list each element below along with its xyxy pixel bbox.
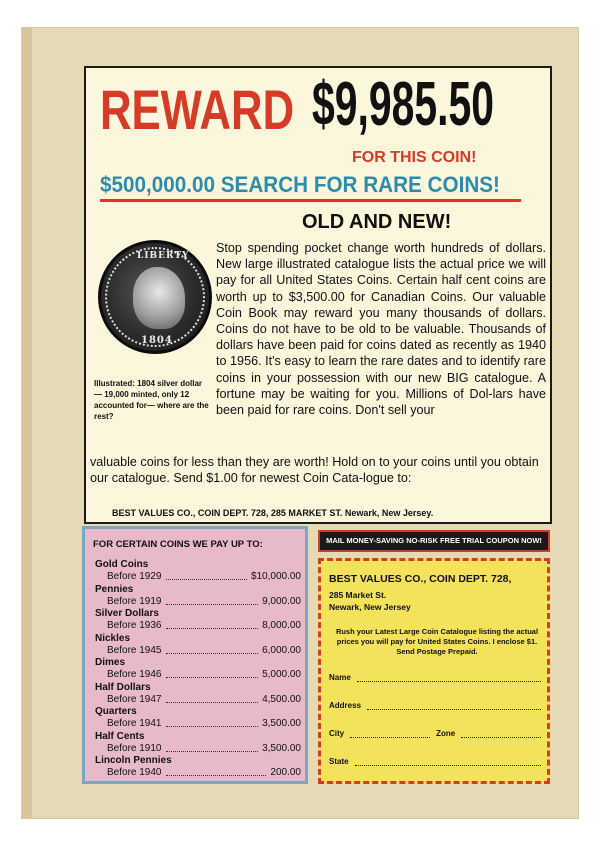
pay-row-detail bbox=[95, 596, 301, 608]
pay-date-range: Before 1910 bbox=[107, 742, 162, 754]
pay-row-detail bbox=[95, 645, 301, 657]
liberty-bust-icon bbox=[133, 267, 185, 329]
order-coupon[interactable] bbox=[318, 558, 550, 784]
pay-table bbox=[82, 526, 308, 784]
pay-amount: 5,000.00 bbox=[262, 669, 301, 680]
pay-row-detail bbox=[95, 767, 301, 779]
pay-coin-type: Half Cents bbox=[95, 730, 145, 742]
pay-table-title: FOR CERTAIN COINS WE PAY UP TO: bbox=[93, 539, 263, 550]
address-field[interactable] bbox=[329, 701, 541, 710]
reward-price: $9,985.50 bbox=[312, 70, 495, 139]
pay-date-range: Before 1947 bbox=[107, 693, 162, 705]
address-label: Address bbox=[329, 701, 362, 710]
coupon-address bbox=[329, 589, 411, 613]
silver-dollar-coin-image bbox=[98, 240, 212, 354]
coin-caption: Illustrated: 1804 silver dollar — 19,000 minted, only 12 accounted for— where are the rest? bbox=[94, 379, 209, 421]
coin-year-text: 1804 bbox=[141, 335, 173, 346]
pay-row-detail bbox=[95, 743, 301, 755]
pay-amount: 8,000.00 bbox=[262, 620, 301, 631]
pay-date-range: Before 1936 bbox=[107, 620, 162, 631]
old-and-new-heading: OLD AND NEW! bbox=[302, 211, 452, 233]
pay-row-detail bbox=[95, 571, 301, 583]
coupon-banner: MAIL MONEY-SAVING NO-RISK FREE TRIAL COUPON NOW! bbox=[318, 530, 550, 552]
state-label: State bbox=[329, 757, 349, 766]
leader-dots bbox=[166, 718, 259, 727]
pay-table-row bbox=[95, 584, 301, 609]
search-headline: $500,000.00 SEARCH FOR RARE COINS! bbox=[100, 172, 521, 202]
city-line[interactable] bbox=[350, 730, 430, 738]
pay-date-range: Before 1945 bbox=[107, 644, 162, 656]
coupon-city-state: Newark, New Jersey bbox=[329, 602, 411, 612]
pay-date-range: Before 1919 bbox=[107, 595, 162, 607]
address-line[interactable] bbox=[367, 702, 541, 710]
coin-advertisement bbox=[84, 66, 552, 524]
pay-coin-type: Half Dollars bbox=[95, 681, 151, 693]
name-field[interactable] bbox=[329, 673, 541, 682]
leader-dots bbox=[166, 669, 259, 678]
for-this-coin-text: FOR THIS COIN! bbox=[352, 149, 477, 166]
pay-table-row bbox=[95, 682, 301, 707]
ad-body-text-continued: valuable coins for less than they are worth! Hold on to your coins until you obtain our catalogue. Send $1.00 for newest Coin Cata-logue to: bbox=[90, 455, 539, 486]
leader-dots bbox=[166, 743, 259, 752]
pay-table-row bbox=[95, 559, 301, 584]
pay-coin-type: Pennies bbox=[95, 583, 134, 595]
pay-date-range: Before 1941 bbox=[107, 718, 162, 729]
name-line[interactable] bbox=[357, 674, 541, 682]
pay-coin-type: Dimes bbox=[95, 657, 126, 668]
leader-dots bbox=[166, 596, 259, 605]
city-label: City bbox=[329, 729, 345, 738]
pay-amount: 4,500.00 bbox=[262, 693, 301, 705]
pay-table-row bbox=[95, 731, 301, 756]
coupon-text: Rush your Latest Large Coin Catalogue listing the actual prices you will pay for United States Coins. I enclose $1. Send Postage Prepaid. bbox=[335, 627, 539, 656]
pay-amount: 200.00 bbox=[270, 767, 301, 778]
pay-amount: $10,000.00 bbox=[250, 571, 301, 582]
pay-table-row bbox=[95, 633, 301, 658]
zone-label: Zone bbox=[436, 729, 456, 738]
leader-dots bbox=[166, 571, 247, 580]
leader-dots bbox=[166, 620, 259, 629]
pay-list bbox=[95, 559, 301, 780]
cover-spine bbox=[22, 28, 32, 818]
pay-date-range: Before 1940 bbox=[107, 767, 162, 778]
leader-dots bbox=[166, 645, 259, 654]
pay-amount: 3,500.00 bbox=[262, 718, 301, 729]
pay-row-detail bbox=[95, 669, 301, 681]
pay-date-range: Before 1946 bbox=[107, 669, 162, 680]
city-zone-field[interactable] bbox=[329, 729, 541, 738]
pay-table-row bbox=[95, 706, 301, 731]
pay-table-row bbox=[95, 657, 301, 682]
coupon-company: BEST VALUES CO., COIN DEPT. 728, bbox=[329, 573, 512, 585]
state-line[interactable] bbox=[355, 758, 541, 766]
reward-heading: REWARD bbox=[100, 78, 295, 141]
pay-coin-type: Quarters bbox=[95, 706, 137, 717]
pay-coin-type: Gold Coins bbox=[95, 559, 149, 570]
leader-dots bbox=[166, 767, 267, 776]
pay-row-detail bbox=[95, 694, 301, 706]
pay-amount: 3,500.00 bbox=[262, 742, 301, 754]
coin-liberty-text: LIBERTY bbox=[137, 251, 190, 261]
state-field[interactable] bbox=[329, 757, 541, 766]
name-label: Name bbox=[329, 673, 351, 682]
coupon-street: 285 Market St. bbox=[329, 590, 387, 600]
pay-date-range: Before 1929 bbox=[107, 571, 162, 582]
ad-address-footer: BEST VALUES CO., COIN DEPT. 728, 285 MARKET ST. Newark, New Jersey. bbox=[112, 508, 434, 518]
pay-amount: 6,000.00 bbox=[262, 644, 301, 656]
pay-amount: 9,000.00 bbox=[262, 595, 301, 607]
pay-table-row bbox=[95, 608, 301, 633]
pay-coin-type: Nickles bbox=[95, 632, 131, 644]
zone-line[interactable] bbox=[461, 730, 541, 738]
pay-row-detail bbox=[95, 620, 301, 632]
pay-coin-type: Silver Dollars bbox=[95, 608, 159, 619]
ad-body-text: Stop spending pocket change worth hundreds of dollars. New large illustrated catalogue lists the actual price we will pay for all United States Coins. Certain half cent coins are worth up to $3,500.00 for Canadian Coins. Our valuable Coin Book may reward you many thousands of dollars. Coins do not have to be old to be valuable. Thousands of dollars have been paid for coins dated as recently as 1940 to 1956. It's easy to learn the rare dates and to identify rare coins in your possession with our new BIG catalogue. A fortune may be waiting for you. Millions of Dol-lars have been paid for rare coins. Don't sell your bbox=[216, 241, 546, 418]
pay-row-detail bbox=[95, 718, 301, 730]
leader-dots bbox=[166, 694, 259, 703]
pay-coin-type: Lincoln Pennies bbox=[95, 755, 172, 766]
pay-table-row bbox=[95, 755, 301, 780]
